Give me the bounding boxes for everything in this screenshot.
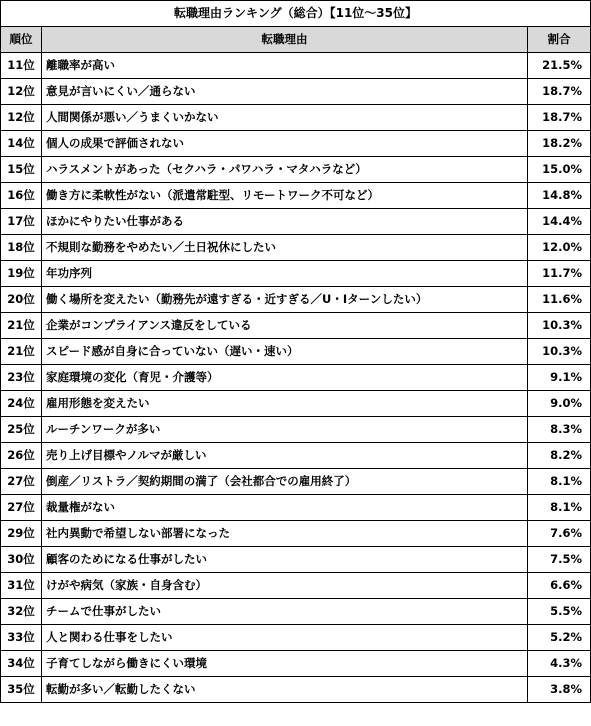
rank-cell: 32位	[1, 599, 42, 625]
reason-cell: 人と関わる仕事をしたい	[42, 625, 528, 651]
rank-cell: 29位	[1, 521, 42, 547]
percent-cell: 7.6%	[528, 521, 591, 547]
table-row	[1, 157, 591, 183]
percent-cell: 8.2%	[528, 443, 591, 469]
rank-cell: 15位	[1, 157, 42, 183]
reason-cell: ほかにやりたい仕事がある	[42, 209, 528, 235]
table-row	[1, 495, 591, 521]
reason-cell: 年功序列	[42, 261, 528, 287]
rank-cell: 34位	[1, 651, 42, 677]
rank-cell: 21位	[1, 313, 42, 339]
percent-cell: 12.0%	[528, 235, 591, 261]
rank-cell: 27位	[1, 495, 42, 521]
reason-cell: 離職率が高い	[42, 53, 528, 79]
header-row	[1, 27, 591, 53]
rank-cell: 14位	[1, 131, 42, 157]
percent-cell: 8.3%	[528, 417, 591, 443]
header-rank: 順位	[1, 27, 42, 53]
reason-cell: 雇用形態を変えたい	[42, 391, 528, 417]
percent-cell: 5.5%	[528, 599, 591, 625]
table-row	[1, 443, 591, 469]
rank-cell: 19位	[1, 261, 42, 287]
reason-cell: 社内異動で希望しない部署になった	[42, 521, 528, 547]
percent-cell: 7.5%	[528, 547, 591, 573]
reason-cell: 倒産／リストラ／契約期間の満了（会社都合での雇用終了）	[42, 469, 528, 495]
percent-cell: 21.5%	[528, 53, 591, 79]
percent-cell: 18.2%	[528, 131, 591, 157]
percent-cell: 18.7%	[528, 105, 591, 131]
reason-cell: 顧客のためになる仕事がしたい	[42, 547, 528, 573]
title-row	[1, 1, 591, 27]
header-percent: 割合	[528, 27, 591, 53]
percent-cell: 18.7%	[528, 79, 591, 105]
rank-cell: 12位	[1, 105, 42, 131]
reason-cell: 意見が言いにくい／通らない	[42, 79, 528, 105]
table-row	[1, 651, 591, 677]
table-row	[1, 365, 591, 391]
table-row	[1, 261, 591, 287]
table-row	[1, 521, 591, 547]
rank-cell: 27位	[1, 469, 42, 495]
table-row	[1, 313, 591, 339]
table-row	[1, 53, 591, 79]
rank-cell: 26位	[1, 443, 42, 469]
table-row	[1, 339, 591, 365]
reason-cell: 裁量権がない	[42, 495, 528, 521]
percent-cell: 6.6%	[528, 573, 591, 599]
rank-cell: 17位	[1, 209, 42, 235]
rank-cell: 35位	[1, 677, 42, 703]
reason-cell: スピード感が自身に合っていない（遅い・速い）	[42, 339, 528, 365]
table-row	[1, 79, 591, 105]
rank-cell: 11位	[1, 53, 42, 79]
percent-cell: 10.3%	[528, 339, 591, 365]
rank-cell: 31位	[1, 573, 42, 599]
reason-cell: 不規則な勤務をやめたい／土日祝休にしたい	[42, 235, 528, 261]
table-row	[1, 131, 591, 157]
rank-cell: 23位	[1, 365, 42, 391]
reason-cell: 家庭環境の変化（育児・介護等）	[42, 365, 528, 391]
rank-cell: 20位	[1, 287, 42, 313]
table-row	[1, 209, 591, 235]
percent-cell: 9.1%	[528, 365, 591, 391]
percent-cell: 5.2%	[528, 625, 591, 651]
table-row	[1, 391, 591, 417]
table-row	[1, 105, 591, 131]
table-row	[1, 573, 591, 599]
header-reason: 転職理由	[42, 27, 528, 53]
table-row	[1, 469, 591, 495]
percent-cell: 8.1%	[528, 469, 591, 495]
reason-cell: チームで仕事がしたい	[42, 599, 528, 625]
table-row	[1, 625, 591, 651]
percent-cell: 4.3%	[528, 651, 591, 677]
reason-cell: 働き方に柔軟性がない（派遣常駐型、リモートワーク不可など）	[42, 183, 528, 209]
percent-cell: 11.6%	[528, 287, 591, 313]
percent-cell: 9.0%	[528, 391, 591, 417]
reason-cell: 働く場所を変えたい（勤務先が遠すぎる・近すぎる／U・Iターンしたい）	[42, 287, 528, 313]
percent-cell: 14.8%	[528, 183, 591, 209]
percent-cell: 8.1%	[528, 495, 591, 521]
percent-cell: 15.0%	[528, 157, 591, 183]
table-body	[1, 53, 591, 703]
reason-cell: 企業がコンプライアンス違反をしている	[42, 313, 528, 339]
table-row	[1, 599, 591, 625]
percent-cell: 3.8%	[528, 677, 591, 703]
reason-cell: 転勤が多い／転勤したくない	[42, 677, 528, 703]
table-title: 転職理由ランキング（総合）【11位～35位】	[1, 1, 591, 27]
rank-cell: 33位	[1, 625, 42, 651]
percent-cell: 10.3%	[528, 313, 591, 339]
table-row	[1, 287, 591, 313]
rank-cell: 16位	[1, 183, 42, 209]
table-row	[1, 547, 591, 573]
rank-cell: 30位	[1, 547, 42, 573]
table-row	[1, 235, 591, 261]
reason-cell: 売り上げ目標やノルマが厳しい	[42, 443, 528, 469]
reason-cell: ハラスメントがあった（セクハラ・パワハラ・マタハラなど）	[42, 157, 528, 183]
reason-cell: 人間関係が悪い／うまくいかない	[42, 105, 528, 131]
reason-cell: 個人の成果で評価されない	[42, 131, 528, 157]
percent-cell: 11.7%	[528, 261, 591, 287]
reason-cell: けがや病気（家族・自身含む）	[42, 573, 528, 599]
reason-cell: 子育てしながら働きにくい環境	[42, 651, 528, 677]
table-row	[1, 417, 591, 443]
rank-cell: 18位	[1, 235, 42, 261]
table-row	[1, 677, 591, 703]
rank-cell: 25位	[1, 417, 42, 443]
reason-cell: ルーチンワークが多い	[42, 417, 528, 443]
rank-cell: 24位	[1, 391, 42, 417]
table-row	[1, 183, 591, 209]
rank-cell: 12位	[1, 79, 42, 105]
rank-cell: 21位	[1, 339, 42, 365]
percent-cell: 14.4%	[528, 209, 591, 235]
